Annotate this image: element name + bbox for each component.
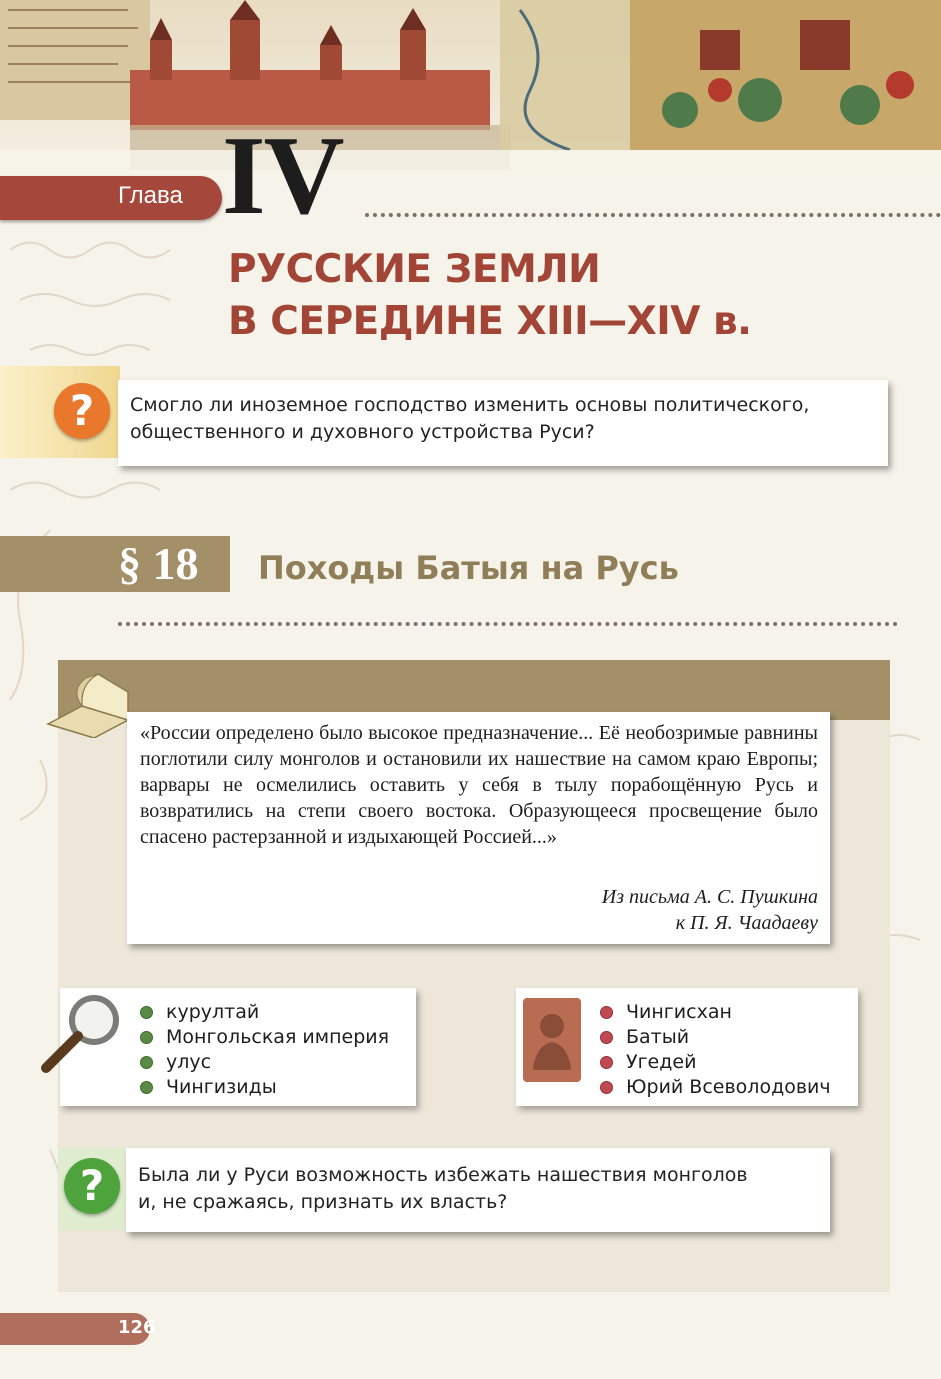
bullet-icon <box>140 1006 153 1019</box>
key-term-item: улус <box>140 1050 389 1075</box>
page-number-tab <box>0 1313 156 1345</box>
chapter-question-line-2: общественного и духовного устройства Руси? <box>130 421 595 443</box>
key-persons-list <box>600 1000 831 1100</box>
key-term-item: Чингизиды <box>140 1075 389 1100</box>
key-person-item: Чингисхан <box>600 1000 831 1025</box>
chapter-label-tab <box>0 176 222 220</box>
person-icon <box>523 998 581 1082</box>
bullet-icon <box>140 1031 153 1044</box>
lesson-question-text <box>138 1162 828 1216</box>
chapter-number: IV <box>222 114 343 238</box>
key-person-item: Батый <box>600 1025 831 1050</box>
key-term-item: Монгольская империя <box>140 1025 389 1050</box>
key-term-item: курултай <box>140 1000 389 1025</box>
lesson-question-line-2: и, не сражаясь, признать их власть? <box>138 1191 508 1213</box>
bullet-icon <box>600 1056 613 1069</box>
bullet-icon <box>140 1081 153 1094</box>
chapter-label: Глава <box>118 182 183 209</box>
chapter-question-line-1: Смогло ли иноземное господство изменить основы политического, <box>130 394 810 416</box>
chapter-dotted-rule <box>365 213 941 217</box>
magnifier-icon <box>36 992 126 1076</box>
question-icon: ? <box>54 383 110 439</box>
quote-text: «России определено было высокое предназначение... Её необозримые равнины поглотили силу монголов и остановили их нашествие на самом краю Европы; варвары не осмелились оставить у себя в тылу порабощённую Русь и возвратились на степи своего востока. Образующееся просвещение было спасено растерзанной и издыхающей Россией...» <box>140 722 818 848</box>
bullet-icon <box>600 1006 613 1019</box>
bullet-icon <box>140 1056 153 1069</box>
chapter-title-line-1: РУССКИЕ ЗЕМЛИ <box>228 247 601 292</box>
bullet-icon <box>600 1081 613 1094</box>
question-icon: ? <box>64 1158 120 1214</box>
quote-source <box>602 884 818 936</box>
lesson-question-line-1: Была ли у Руси возможность избежать нашествия монголов <box>138 1164 748 1186</box>
chapter-banner-illustration <box>0 0 941 200</box>
key-terms-list <box>140 1000 389 1100</box>
paragraph-number: § 18 <box>118 538 199 589</box>
chapter-question-text <box>130 392 880 446</box>
key-person-item: Угедей <box>600 1050 831 1075</box>
chapter-title-line-2: В СЕРЕДИНЕ XIII—XIV в. <box>228 299 752 344</box>
quote-box <box>127 712 830 944</box>
paragraph-title: Походы Батыя на Русь <box>258 549 679 587</box>
open-book-icon <box>42 668 134 738</box>
key-person-item: Юрий Всеволодович <box>600 1075 831 1100</box>
quote-source-line-2: к П. Я. Чаадаеву <box>675 912 818 934</box>
bullet-icon <box>600 1031 613 1044</box>
quote-source-line-1: Из письма А. С. Пушкина <box>601 886 818 908</box>
paragraph-dotted-rule <box>118 622 898 626</box>
chapter-title <box>228 244 751 348</box>
page-number: 126 <box>118 1317 156 1338</box>
quote-header-band <box>58 660 890 720</box>
